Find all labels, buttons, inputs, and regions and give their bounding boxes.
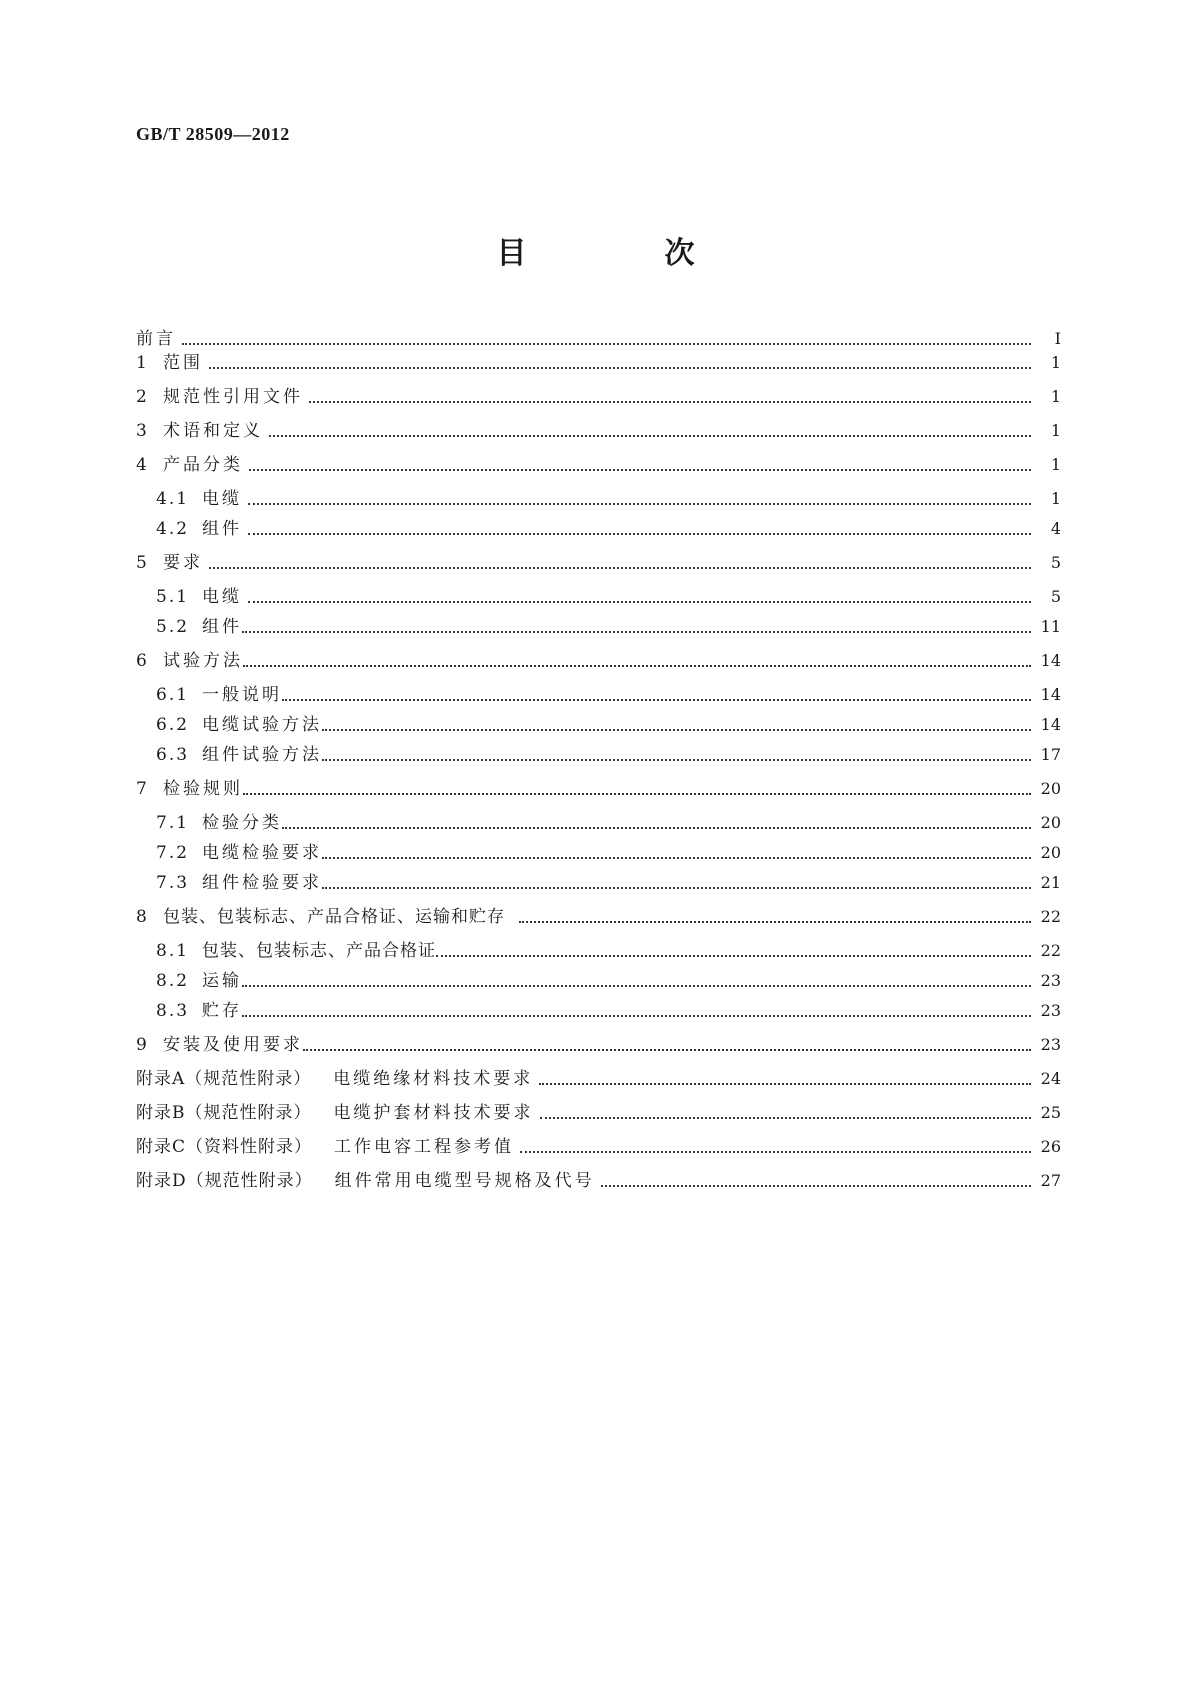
toc-entry-number: 5	[136, 553, 148, 573]
page-title: 目 次	[496, 236, 749, 271]
toc-entry-number: 2	[136, 387, 148, 407]
toc-entry-label: 电缆检验要求	[202, 843, 322, 863]
toc-entry-6[interactable]	[136, 649, 1061, 673]
toc-entry-7-3[interactable]	[156, 871, 1061, 895]
toc-entry-page: Ⅰ	[1054, 329, 1061, 348]
toc-entry-label: 电缆	[202, 489, 242, 509]
toc-entry-page: 17	[1040, 745, 1061, 764]
toc-entry-label: 范围	[163, 353, 203, 373]
toc-entry-page: 1	[1050, 489, 1061, 508]
dot-leader	[269, 435, 1031, 437]
dot-leader	[182, 343, 1031, 345]
toc-entry-number: 7.1	[156, 813, 190, 833]
toc-entry-label: 工作电容工程参考值	[334, 1137, 515, 1157]
toc-entry-label: 电缆	[202, 587, 242, 607]
toc-entry-6-2[interactable]	[156, 713, 1061, 737]
toc-entry-page: 25	[1040, 1103, 1061, 1122]
toc-entry-number: 附录A（规范性附录）	[136, 1069, 312, 1089]
toc-entry-label: 要求	[163, 553, 203, 573]
toc-entry-4-2[interactable]	[156, 517, 1061, 541]
toc-entry-5[interactable]	[136, 551, 1061, 575]
toc-entry-page: 21	[1040, 873, 1061, 892]
dot-leader	[303, 1049, 1031, 1051]
toc-entry-page: 23	[1040, 1035, 1061, 1054]
toc-entry-label: 一般说明	[202, 685, 282, 705]
toc-entry-page: 14	[1040, 685, 1061, 704]
dot-leader	[249, 469, 1031, 471]
toc-entry-label: 组件检验要求	[202, 873, 322, 893]
toc-entry-label: 规范性引用文件	[163, 387, 303, 407]
toc-entry-number: 附录C（资料性附录）	[136, 1137, 313, 1157]
toc-entry-page: 20	[1040, 813, 1061, 832]
toc-entry-annex-d[interactable]	[136, 1169, 1061, 1193]
toc-entry-label: 运输	[202, 971, 242, 991]
toc-entry-8-2[interactable]	[156, 969, 1061, 993]
toc-entry-5-2[interactable]	[156, 615, 1061, 639]
dot-leader	[601, 1185, 1031, 1187]
toc-entry-label: 组件	[202, 519, 242, 539]
toc-entry-number: 4.2	[156, 519, 190, 539]
toc-entry-number: 6.3	[156, 745, 190, 765]
toc-entry-page: 1	[1050, 387, 1061, 406]
dot-leader	[242, 631, 1031, 633]
toc-entry-page: 20	[1040, 843, 1061, 862]
toc-entry-page: 5	[1050, 587, 1061, 606]
toc-entry-page: 23	[1040, 1001, 1061, 1020]
dot-leader	[242, 1015, 1031, 1017]
toc-entry-number: 7.2	[156, 843, 190, 863]
dot-leader	[248, 533, 1031, 535]
toc-entry-4[interactable]	[136, 453, 1061, 477]
toc-entry-label: 组件常用电缆型号规格及代号	[334, 1171, 595, 1191]
toc-entry-annex-b[interactable]	[136, 1101, 1061, 1125]
toc-entry-number: 7	[136, 779, 148, 799]
dot-leader	[282, 827, 1031, 829]
dot-leader	[322, 729, 1031, 731]
dot-leader	[322, 857, 1031, 859]
toc-entry-page: 22	[1040, 907, 1061, 926]
toc-entry-5-1[interactable]	[156, 585, 1061, 609]
toc-entry-7[interactable]	[136, 777, 1061, 801]
toc-entry-page: 4	[1050, 519, 1061, 538]
dot-leader	[248, 503, 1031, 505]
dot-leader	[282, 699, 1031, 701]
toc-entry-page: 20	[1040, 779, 1061, 798]
toc-entry-page: 1	[1050, 455, 1061, 474]
toc-entry-label: 包装、包装标志、产品合格证	[202, 941, 436, 961]
toc-entry-page: 22	[1040, 941, 1061, 960]
dot-leader	[243, 665, 1031, 667]
toc-entry-label: 组件试验方法	[202, 745, 322, 765]
toc-entry-number: 4	[136, 455, 148, 475]
toc-entry-8[interactable]	[136, 905, 1061, 929]
toc-entry-number: 3	[136, 421, 148, 441]
toc-entry-label: 试验方法	[163, 651, 243, 671]
dot-leader	[209, 367, 1031, 369]
dot-leader	[243, 793, 1031, 795]
toc-entry-6-1[interactable]	[156, 683, 1061, 707]
toc-entry-label: 术语和定义	[163, 421, 263, 441]
toc-entry-label: 电缆护套材料技术要求	[333, 1103, 534, 1123]
toc-entry-label: 电缆绝缘材料技术要求	[333, 1069, 534, 1089]
toc-entry-number: 8.2	[156, 971, 190, 991]
dot-leader	[248, 601, 1031, 603]
dot-leader	[309, 401, 1031, 403]
toc-entry-number: 9	[136, 1035, 148, 1055]
toc-entry-page: 1	[1050, 421, 1061, 440]
toc-entry-number: 6.2	[156, 715, 190, 735]
toc-entry-number: 6	[136, 651, 148, 671]
toc-entry-foreword[interactable]	[136, 327, 1061, 351]
toc-entry-number: 6.1	[156, 685, 190, 705]
toc-entry-number: 4.1	[156, 489, 190, 509]
toc-entry-label: 电缆试验方法	[202, 715, 322, 735]
dot-leader	[520, 1151, 1031, 1153]
toc-entry-label: 包装、包装标志、产品合格证、运输和贮存	[163, 907, 505, 927]
toc-entry-8-1[interactable]	[156, 939, 1061, 963]
toc-entry-page: 1	[1050, 353, 1061, 372]
dot-leader	[540, 1117, 1032, 1119]
standard-number: GB/T 28509—2012	[136, 124, 290, 144]
toc-entry-annex-c[interactable]	[136, 1135, 1061, 1159]
toc-entry-number: 5.2	[156, 617, 190, 637]
toc-entry-number: 附录D（规范性附录）	[136, 1171, 313, 1191]
dot-leader	[322, 887, 1031, 889]
toc-entry-page: 24	[1040, 1069, 1061, 1088]
toc-entry-label: 安装及使用要求	[163, 1035, 303, 1055]
toc-entry-8-3[interactable]	[156, 999, 1061, 1023]
toc-entry-label: 检验规则	[163, 779, 243, 799]
toc-entry-label: 前言	[136, 329, 176, 349]
toc-entry-label: 检验分类	[202, 813, 282, 833]
toc-entry-number: 5.1	[156, 587, 190, 607]
dot-leader	[322, 759, 1031, 761]
dot-leader	[539, 1083, 1031, 1085]
toc-entry-page: 14	[1040, 651, 1061, 670]
toc-entry-6-3[interactable]	[156, 743, 1061, 767]
dot-leader	[436, 955, 1031, 957]
dot-leader	[209, 567, 1031, 569]
toc-entry-number: 1	[136, 353, 148, 373]
toc-entry-page: 14	[1040, 715, 1061, 734]
dot-leader	[519, 921, 1031, 923]
toc-entry-label: 产品分类	[163, 455, 243, 475]
toc-entry-number: 8	[136, 907, 148, 927]
toc-entry-1[interactable]	[136, 351, 1061, 375]
toc-entry-number: 附录B（规范性附录）	[136, 1103, 312, 1123]
toc-entry-7-1[interactable]	[156, 811, 1061, 835]
toc-entry-7-2[interactable]	[156, 841, 1061, 865]
toc-entry-number: 8.1	[156, 941, 190, 961]
toc-entry-page: 27	[1040, 1171, 1061, 1190]
toc-entry-3[interactable]	[136, 419, 1061, 443]
toc-entry-annex-a[interactable]	[136, 1067, 1061, 1091]
toc-entry-page: 5	[1050, 553, 1061, 572]
toc-entry-4-1[interactable]	[156, 487, 1061, 511]
toc-entry-2[interactable]	[136, 385, 1061, 409]
toc-entry-label: 贮存	[202, 1001, 242, 1021]
toc-entry-number: 7.3	[156, 873, 190, 893]
toc-entry-number: 8.3	[156, 1001, 190, 1021]
dot-leader	[242, 985, 1031, 987]
toc-entry-page: 11	[1040, 617, 1061, 636]
toc-entry-page: 23	[1040, 971, 1061, 990]
toc-entry-page: 26	[1040, 1137, 1061, 1156]
toc-entry-9[interactable]	[136, 1033, 1061, 1057]
toc-entry-label: 组件	[202, 617, 242, 637]
